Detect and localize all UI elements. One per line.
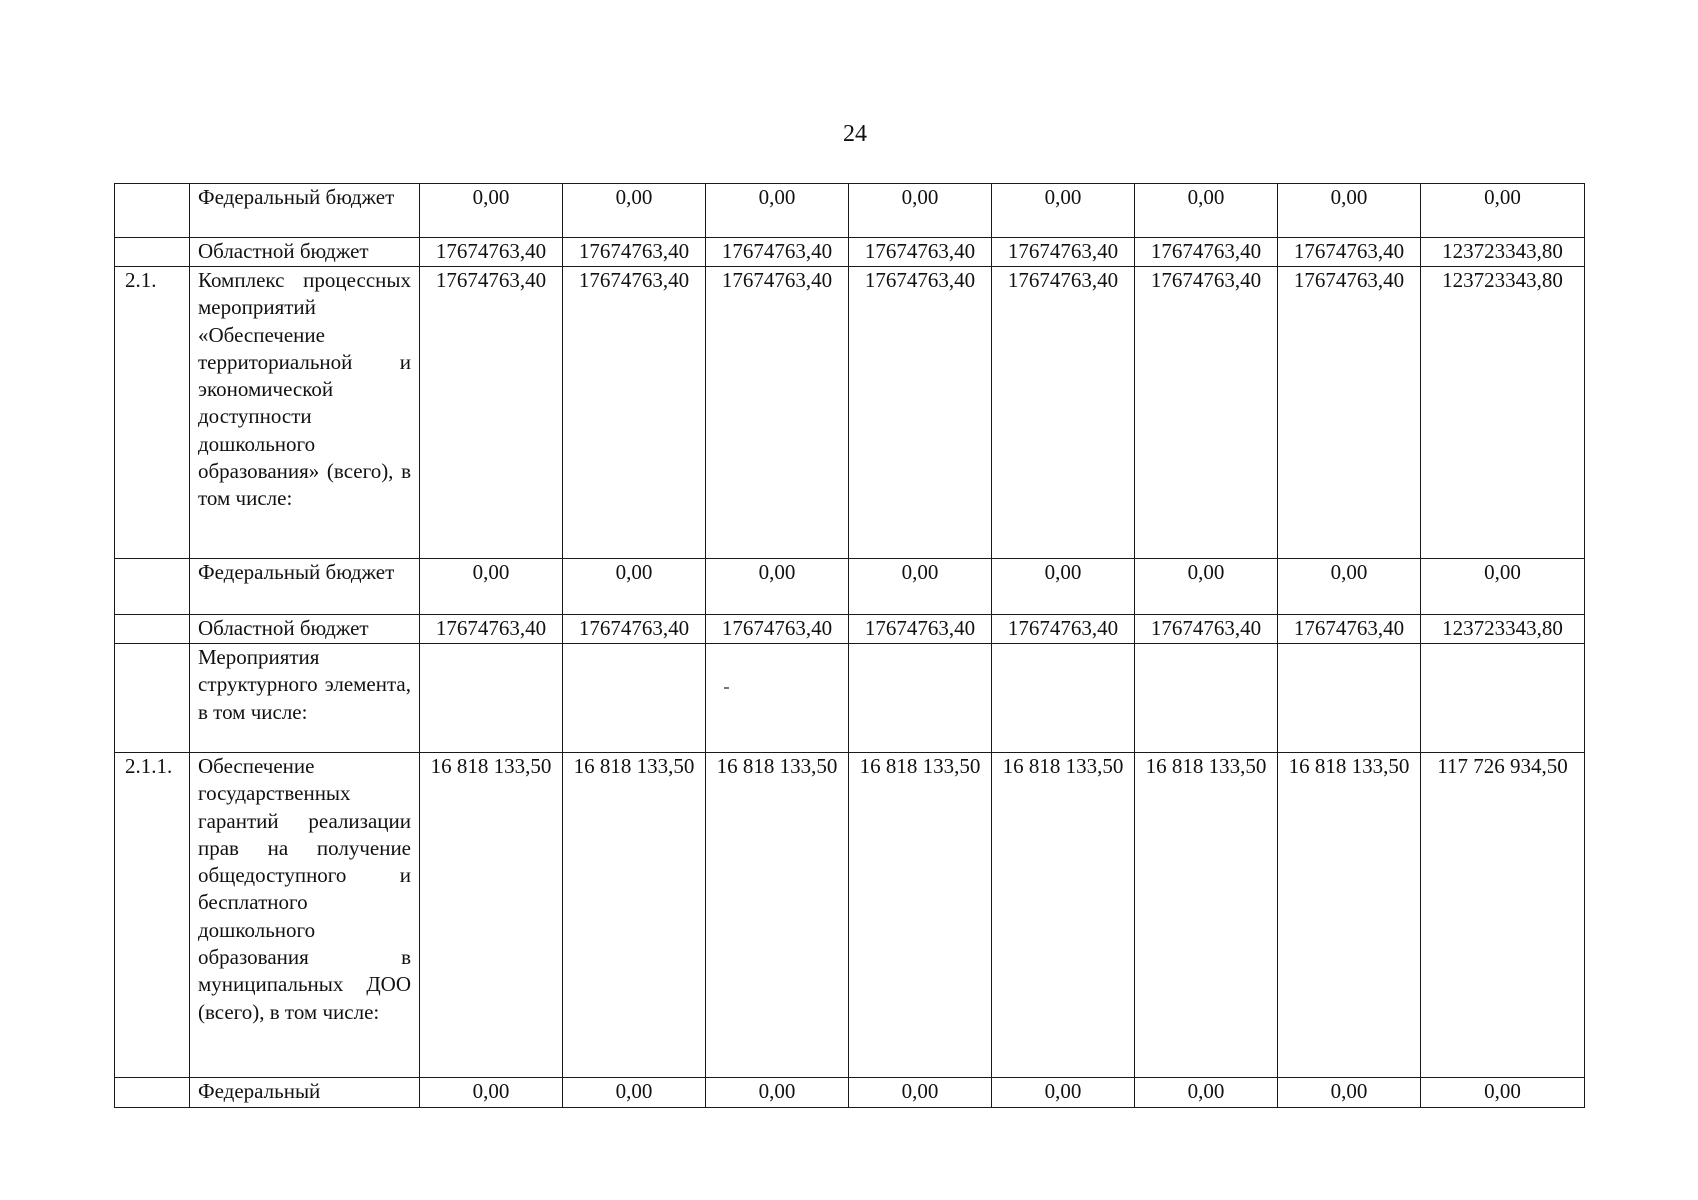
value-cell: 16 818 133,50 bbox=[420, 753, 563, 1078]
page-number: 24 bbox=[843, 121, 867, 147]
value-cell: 17674763,40 bbox=[706, 615, 849, 644]
value-cell: 17674763,40 bbox=[1278, 615, 1421, 644]
value-cell: 16 818 133,50 bbox=[1278, 753, 1421, 1078]
value-cell: 17674763,40 bbox=[1278, 267, 1421, 559]
table-row bbox=[115, 238, 1585, 267]
value-cell: 17674763,40 bbox=[563, 267, 706, 559]
value-cell bbox=[1278, 644, 1421, 753]
table-row bbox=[115, 644, 1585, 753]
value-cell: 0,00 bbox=[992, 559, 1135, 615]
row-name-cell: Областной бюджет bbox=[190, 238, 420, 267]
value-cell: 17674763,40 bbox=[420, 238, 563, 267]
value-cell: 17674763,40 bbox=[1278, 238, 1421, 267]
total-cell: 0,00 bbox=[1421, 184, 1585, 238]
value-cell: 0,00 bbox=[706, 1078, 849, 1108]
value-cell: 0,00 bbox=[563, 559, 706, 615]
value-cell bbox=[563, 644, 706, 753]
row-number-cell bbox=[115, 644, 190, 753]
row-name-cell: Комплекс процессных мероприятий «Обеспечение территориальной и экономической доступности дошкольного образования» (всего), в том числе: bbox=[190, 267, 420, 559]
total-cell: 0,00 bbox=[1421, 1078, 1585, 1108]
value-cell: 17674763,40 bbox=[992, 267, 1135, 559]
scan-speck bbox=[724, 687, 729, 689]
value-cell: 0,00 bbox=[992, 1078, 1135, 1108]
value-cell: 17674763,40 bbox=[849, 238, 992, 267]
row-name-cell: Федеральный бюджет bbox=[190, 559, 420, 615]
value-cell: 17674763,40 bbox=[849, 615, 992, 644]
value-cell: 17674763,40 bbox=[1135, 615, 1278, 644]
value-cell: 16 818 133,50 bbox=[849, 753, 992, 1078]
value-cell: 17674763,40 bbox=[849, 267, 992, 559]
value-cell: 0,00 bbox=[1278, 1078, 1421, 1108]
value-cell: 17674763,40 bbox=[706, 238, 849, 267]
row-number-cell bbox=[115, 238, 190, 267]
row-name-cell: Областной бюджет bbox=[190, 615, 420, 644]
row-number-cell: 2.1.1. bbox=[115, 753, 190, 1078]
value-cell: 0,00 bbox=[992, 184, 1135, 238]
row-name-cell: Мероприятия структурного элемента, в том числе: bbox=[190, 644, 420, 753]
value-cell bbox=[992, 644, 1135, 753]
table-row bbox=[115, 184, 1585, 238]
value-cell: 0,00 bbox=[706, 184, 849, 238]
value-cell: 16 818 133,50 bbox=[563, 753, 706, 1078]
value-cell bbox=[706, 644, 849, 753]
value-cell: 0,00 bbox=[849, 559, 992, 615]
value-cell: 0,00 bbox=[1135, 559, 1278, 615]
row-name-cell: Федеральный бюджет bbox=[190, 184, 420, 238]
value-cell: 0,00 bbox=[1278, 559, 1421, 615]
total-cell: 123723343,80 bbox=[1421, 238, 1585, 267]
table-row bbox=[115, 753, 1585, 1078]
total-cell: 123723343,80 bbox=[1421, 615, 1585, 644]
value-cell: 17674763,40 bbox=[563, 238, 706, 267]
value-cell: 17674763,40 bbox=[420, 615, 563, 644]
value-cell: 0,00 bbox=[1135, 184, 1278, 238]
value-cell bbox=[1135, 644, 1278, 753]
value-cell: 17674763,40 bbox=[706, 267, 849, 559]
value-cell: 17674763,40 bbox=[1135, 238, 1278, 267]
value-cell: 0,00 bbox=[420, 559, 563, 615]
value-cell: 0,00 bbox=[849, 184, 992, 238]
value-cell: 16 818 133,50 bbox=[992, 753, 1135, 1078]
row-number-cell bbox=[115, 1078, 190, 1108]
value-cell: 16 818 133,50 bbox=[1135, 753, 1278, 1078]
value-cell: 0,00 bbox=[420, 184, 563, 238]
value-cell: 0,00 bbox=[563, 1078, 706, 1108]
table-row bbox=[115, 267, 1585, 559]
value-cell: 16 818 133,50 bbox=[706, 753, 849, 1078]
value-cell: 17674763,40 bbox=[1135, 267, 1278, 559]
row-number-cell: 2.1. bbox=[115, 267, 190, 559]
value-cell bbox=[420, 644, 563, 753]
value-cell bbox=[849, 644, 992, 753]
value-cell: 17674763,40 bbox=[992, 615, 1135, 644]
row-name-cell: Федеральный bbox=[190, 1078, 420, 1108]
value-cell: 0,00 bbox=[849, 1078, 992, 1108]
value-cell: 17674763,40 bbox=[563, 615, 706, 644]
row-number-cell bbox=[115, 184, 190, 238]
table-row bbox=[115, 615, 1585, 644]
row-number-cell bbox=[115, 615, 190, 644]
table-row bbox=[115, 559, 1585, 615]
value-cell: 17674763,40 bbox=[992, 238, 1135, 267]
table-row bbox=[115, 1078, 1585, 1108]
row-number-cell bbox=[115, 559, 190, 615]
budget-table bbox=[114, 183, 1585, 1108]
value-cell: 17674763,40 bbox=[420, 267, 563, 559]
value-cell: 0,00 bbox=[706, 559, 849, 615]
row-name-cell: Обеспечение государственных гарантий реализации прав на получение общедоступного и бесплатного дошкольного образования в муниципальных ДОО (всего), в том числе: bbox=[190, 753, 420, 1078]
value-cell: 0,00 bbox=[1278, 184, 1421, 238]
total-cell: 0,00 bbox=[1421, 559, 1585, 615]
value-cell: 0,00 bbox=[420, 1078, 563, 1108]
total-cell bbox=[1421, 644, 1585, 753]
total-cell: 123723343,80 bbox=[1421, 267, 1585, 559]
total-cell: 117 726 934,50 bbox=[1421, 753, 1585, 1078]
value-cell: 0,00 bbox=[563, 184, 706, 238]
value-cell: 0,00 bbox=[1135, 1078, 1278, 1108]
